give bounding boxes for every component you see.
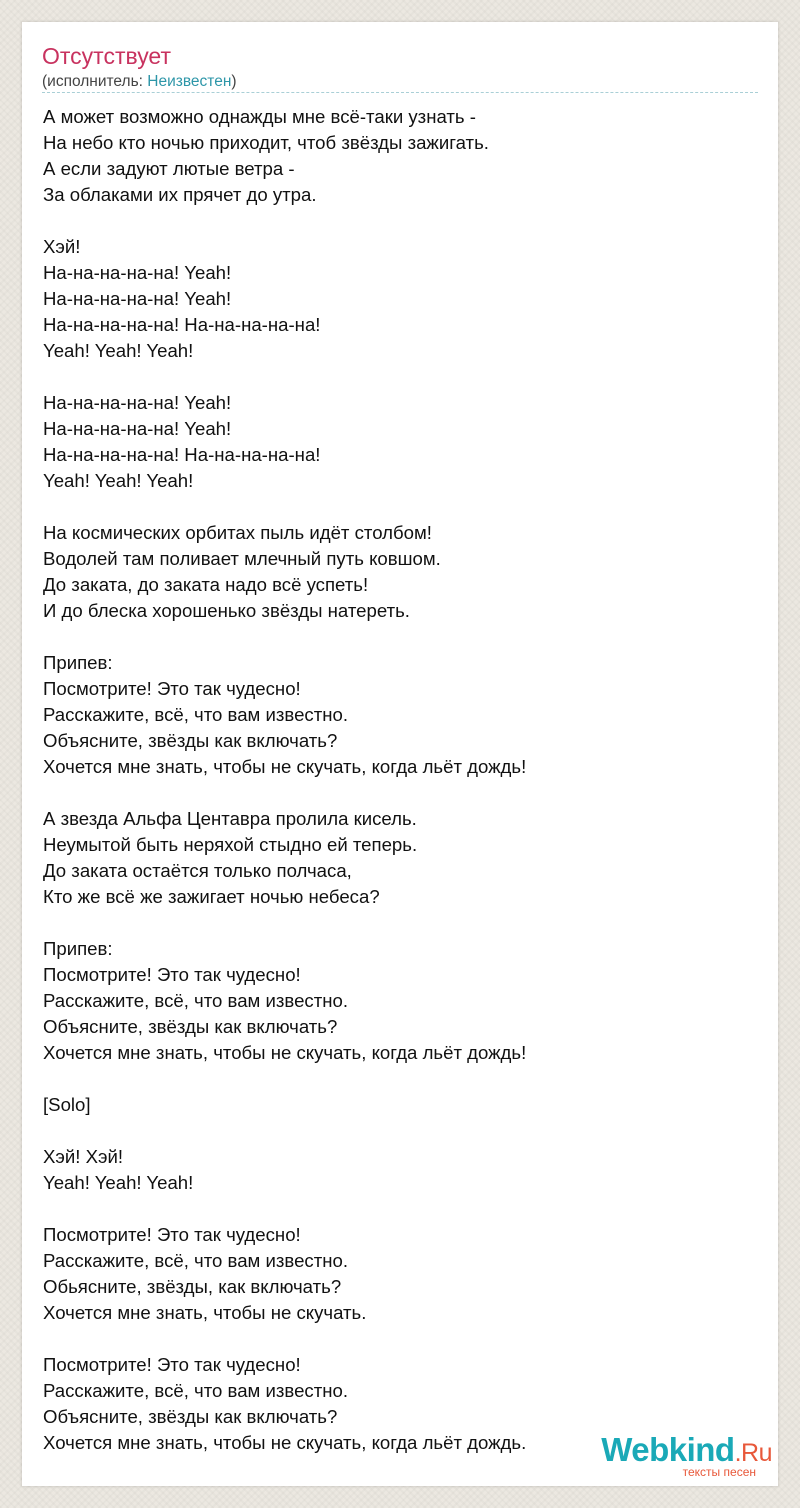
- lyric-line: Yeah! Yeah! Yeah!: [43, 1172, 194, 1193]
- lyric-line: А звезда Альфа Центавра пролила кисель.: [43, 808, 417, 829]
- lyric-line: Хэй!: [43, 236, 81, 257]
- lyric-line: На-на-на-на-на! Yeah!: [43, 392, 232, 413]
- lyric-line: Хочется мне знать, чтобы не скучать.: [43, 1302, 367, 1323]
- lyric-line: На космических орбитах пыль идёт столбом!: [43, 522, 432, 543]
- lyric-line: [Solo]: [43, 1094, 91, 1115]
- lyric-line: Посмотрите! Это так чудесно!: [43, 1354, 301, 1375]
- stanza-break: [43, 1196, 763, 1222]
- lyric-line: Хэй! Хэй!: [43, 1146, 124, 1167]
- lyric-line: Припев:: [43, 652, 113, 673]
- stanza-break: [43, 364, 763, 390]
- lyric-line: До заката, до заката надо всё успеть!: [43, 574, 369, 595]
- lyric-line: А может возможно однажды мне всё-таки узнать -: [43, 106, 476, 127]
- lyric-line: Хочется мне знать, чтобы не скучать, когда льёт дождь!: [43, 756, 527, 777]
- artist-line: [42, 72, 237, 92]
- lyric-line: На-на-на-на-на! На-на-на-на-на!: [43, 314, 321, 335]
- lyric-line: Неумытой быть неряхой стыдно ей теперь.: [43, 834, 418, 855]
- lyric-line: Кто же всё же зажигает ночью небеса?: [43, 886, 380, 907]
- lyric-line: И до блеска хорошенько звёзды натереть.: [43, 600, 410, 621]
- title-divider: [42, 92, 758, 93]
- artist-suffix: ): [231, 73, 237, 90]
- lyric-line: На-на-на-на-на! Yeah!: [43, 288, 232, 309]
- stanza-break: [43, 910, 763, 936]
- stanza-break: [43, 1326, 763, 1352]
- lyric-line: На-на-на-на-на! На-на-на-на-на!: [43, 444, 321, 465]
- stanza-break: [43, 780, 763, 806]
- lyric-line: На небо кто ночью приходит, чтоб звёзды зажигать.: [43, 132, 489, 153]
- lyric-line: Объясните, звёзды как включать?: [43, 730, 338, 751]
- lyric-line: Объясните, звёзды как включать?: [43, 1406, 338, 1427]
- stanza-break: [43, 208, 763, 234]
- lyric-line: Расскажите, всё, что вам известно.: [43, 704, 349, 725]
- stanza-break: [43, 1066, 763, 1092]
- lyric-line: Расскажите, всё, что вам известно.: [43, 1250, 349, 1271]
- watermark-tld: .Ru: [734, 1439, 772, 1467]
- lyrics-text: [43, 104, 763, 1456]
- song-title: Отсутствует: [42, 43, 171, 69]
- lyric-line: Расскажите, всё, что вам известно.: [43, 1380, 349, 1401]
- artist-prefix: (исполнитель:: [42, 73, 148, 90]
- lyric-line: Посмотрите! Это так чудесно!: [43, 678, 301, 699]
- stanza-break: [43, 494, 763, 520]
- lyric-line: На-на-на-на-на! Yeah!: [43, 418, 232, 439]
- lyric-line: Обьясните, звёзды, как включать?: [43, 1276, 342, 1297]
- lyric-line: Объясните, звёзды как включать?: [43, 1016, 338, 1037]
- lyric-line: А если задуют лютые ветра -: [43, 158, 295, 179]
- lyric-line: Водолей там поливает млечный путь ковшом.: [43, 548, 441, 569]
- lyric-line: Yeah! Yeah! Yeah!: [43, 340, 194, 361]
- lyric-line: Посмотрите! Это так чудесно!: [43, 1224, 301, 1245]
- watermark-tagline: тексты песен: [682, 1465, 756, 1479]
- lyric-line: До заката остаётся только полчаса,: [43, 860, 352, 881]
- stanza-break: [43, 624, 763, 650]
- lyric-line: Хочется мне знать, чтобы не скучать, когда льёт дождь!: [43, 1042, 527, 1063]
- stanza-break: [43, 1118, 763, 1144]
- lyric-line: Припев:: [43, 938, 113, 959]
- artist-link[interactable]: Неизвестен: [147, 73, 232, 90]
- lyric-line: На-на-на-на-на! Yeah!: [43, 262, 232, 283]
- lyric-line: Посмотрите! Это так чудесно!: [43, 964, 301, 985]
- lyrics-card: [22, 22, 778, 1486]
- watermark-brand: Webkind: [601, 1431, 735, 1468]
- site-watermark: [572, 1432, 772, 1478]
- lyric-line: Хочется мне знать, чтобы не скучать, когда льёт дождь.: [43, 1432, 527, 1453]
- lyric-line: За облаками их прячет до утра.: [43, 184, 317, 205]
- lyric-line: Yeah! Yeah! Yeah!: [43, 470, 194, 491]
- lyric-line: Расскажите, всё, что вам известно.: [43, 990, 349, 1011]
